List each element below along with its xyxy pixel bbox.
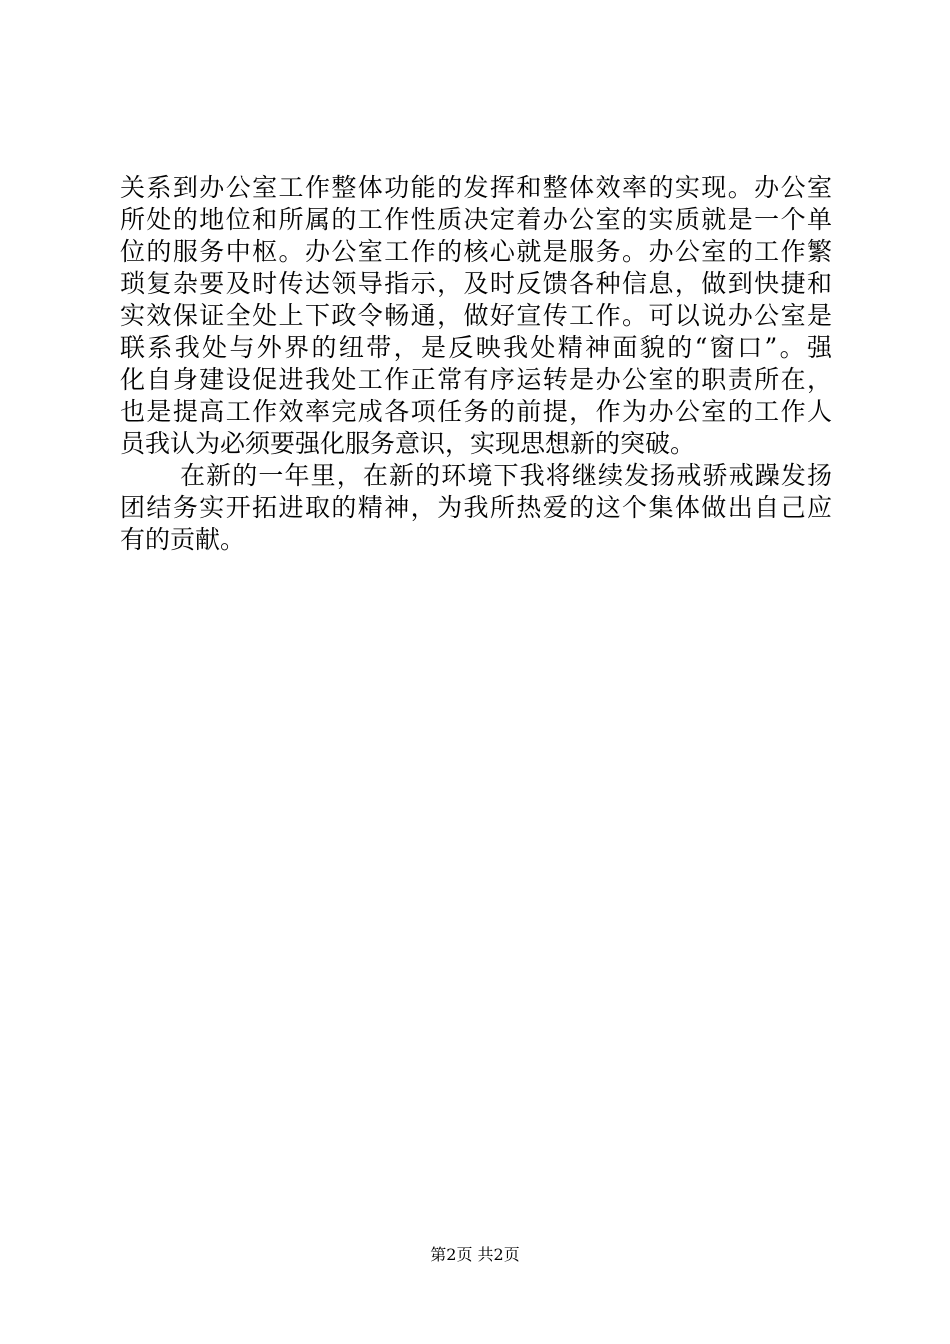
text-line: 有的贡献。	[120, 525, 246, 554]
text-line: 关系到办公室工作整体功能的发挥和整体效率的实现。办公室	[120, 173, 832, 202]
text-line: 团结务实开拓进取的精神，为我所热爱的这个集体做出自己应	[120, 493, 832, 522]
text-line: 联系我处与外界的纽带，是反映我处精神面貌的“窗口”。强	[120, 333, 832, 362]
text-line: 位的服务中枢。办公室工作的核心就是服务。办公室的工作繁	[120, 237, 832, 266]
text-line: 所处的地位和所属的工作性质决定着办公室的实质就是一个单	[120, 205, 832, 234]
paragraph	[120, 460, 832, 556]
text-line: 化自身建设促进我处工作正常有序运转是办公室的职责所在，	[120, 365, 832, 394]
page-footer: 第2页 共2页	[430, 1245, 520, 1264]
text-line: 在新的一年里，在新的环境下我将继续发扬戒骄戒躁发扬	[180, 461, 832, 490]
text-line: 也是提高工作效率完成各项任务的前提，作为办公室的工作人	[120, 397, 832, 426]
text-line: 琐复杂要及时传达领导指示，及时反馈各种信息，做到快捷和	[120, 269, 832, 298]
text-line: 实效保证全处上下政令畅通，做好宣传工作。可以说办公室是	[120, 301, 832, 330]
body-text	[120, 172, 832, 556]
text-line: 员我认为必须要强化服务意识，实现思想新的突破。	[120, 429, 696, 458]
paragraph	[120, 172, 832, 460]
